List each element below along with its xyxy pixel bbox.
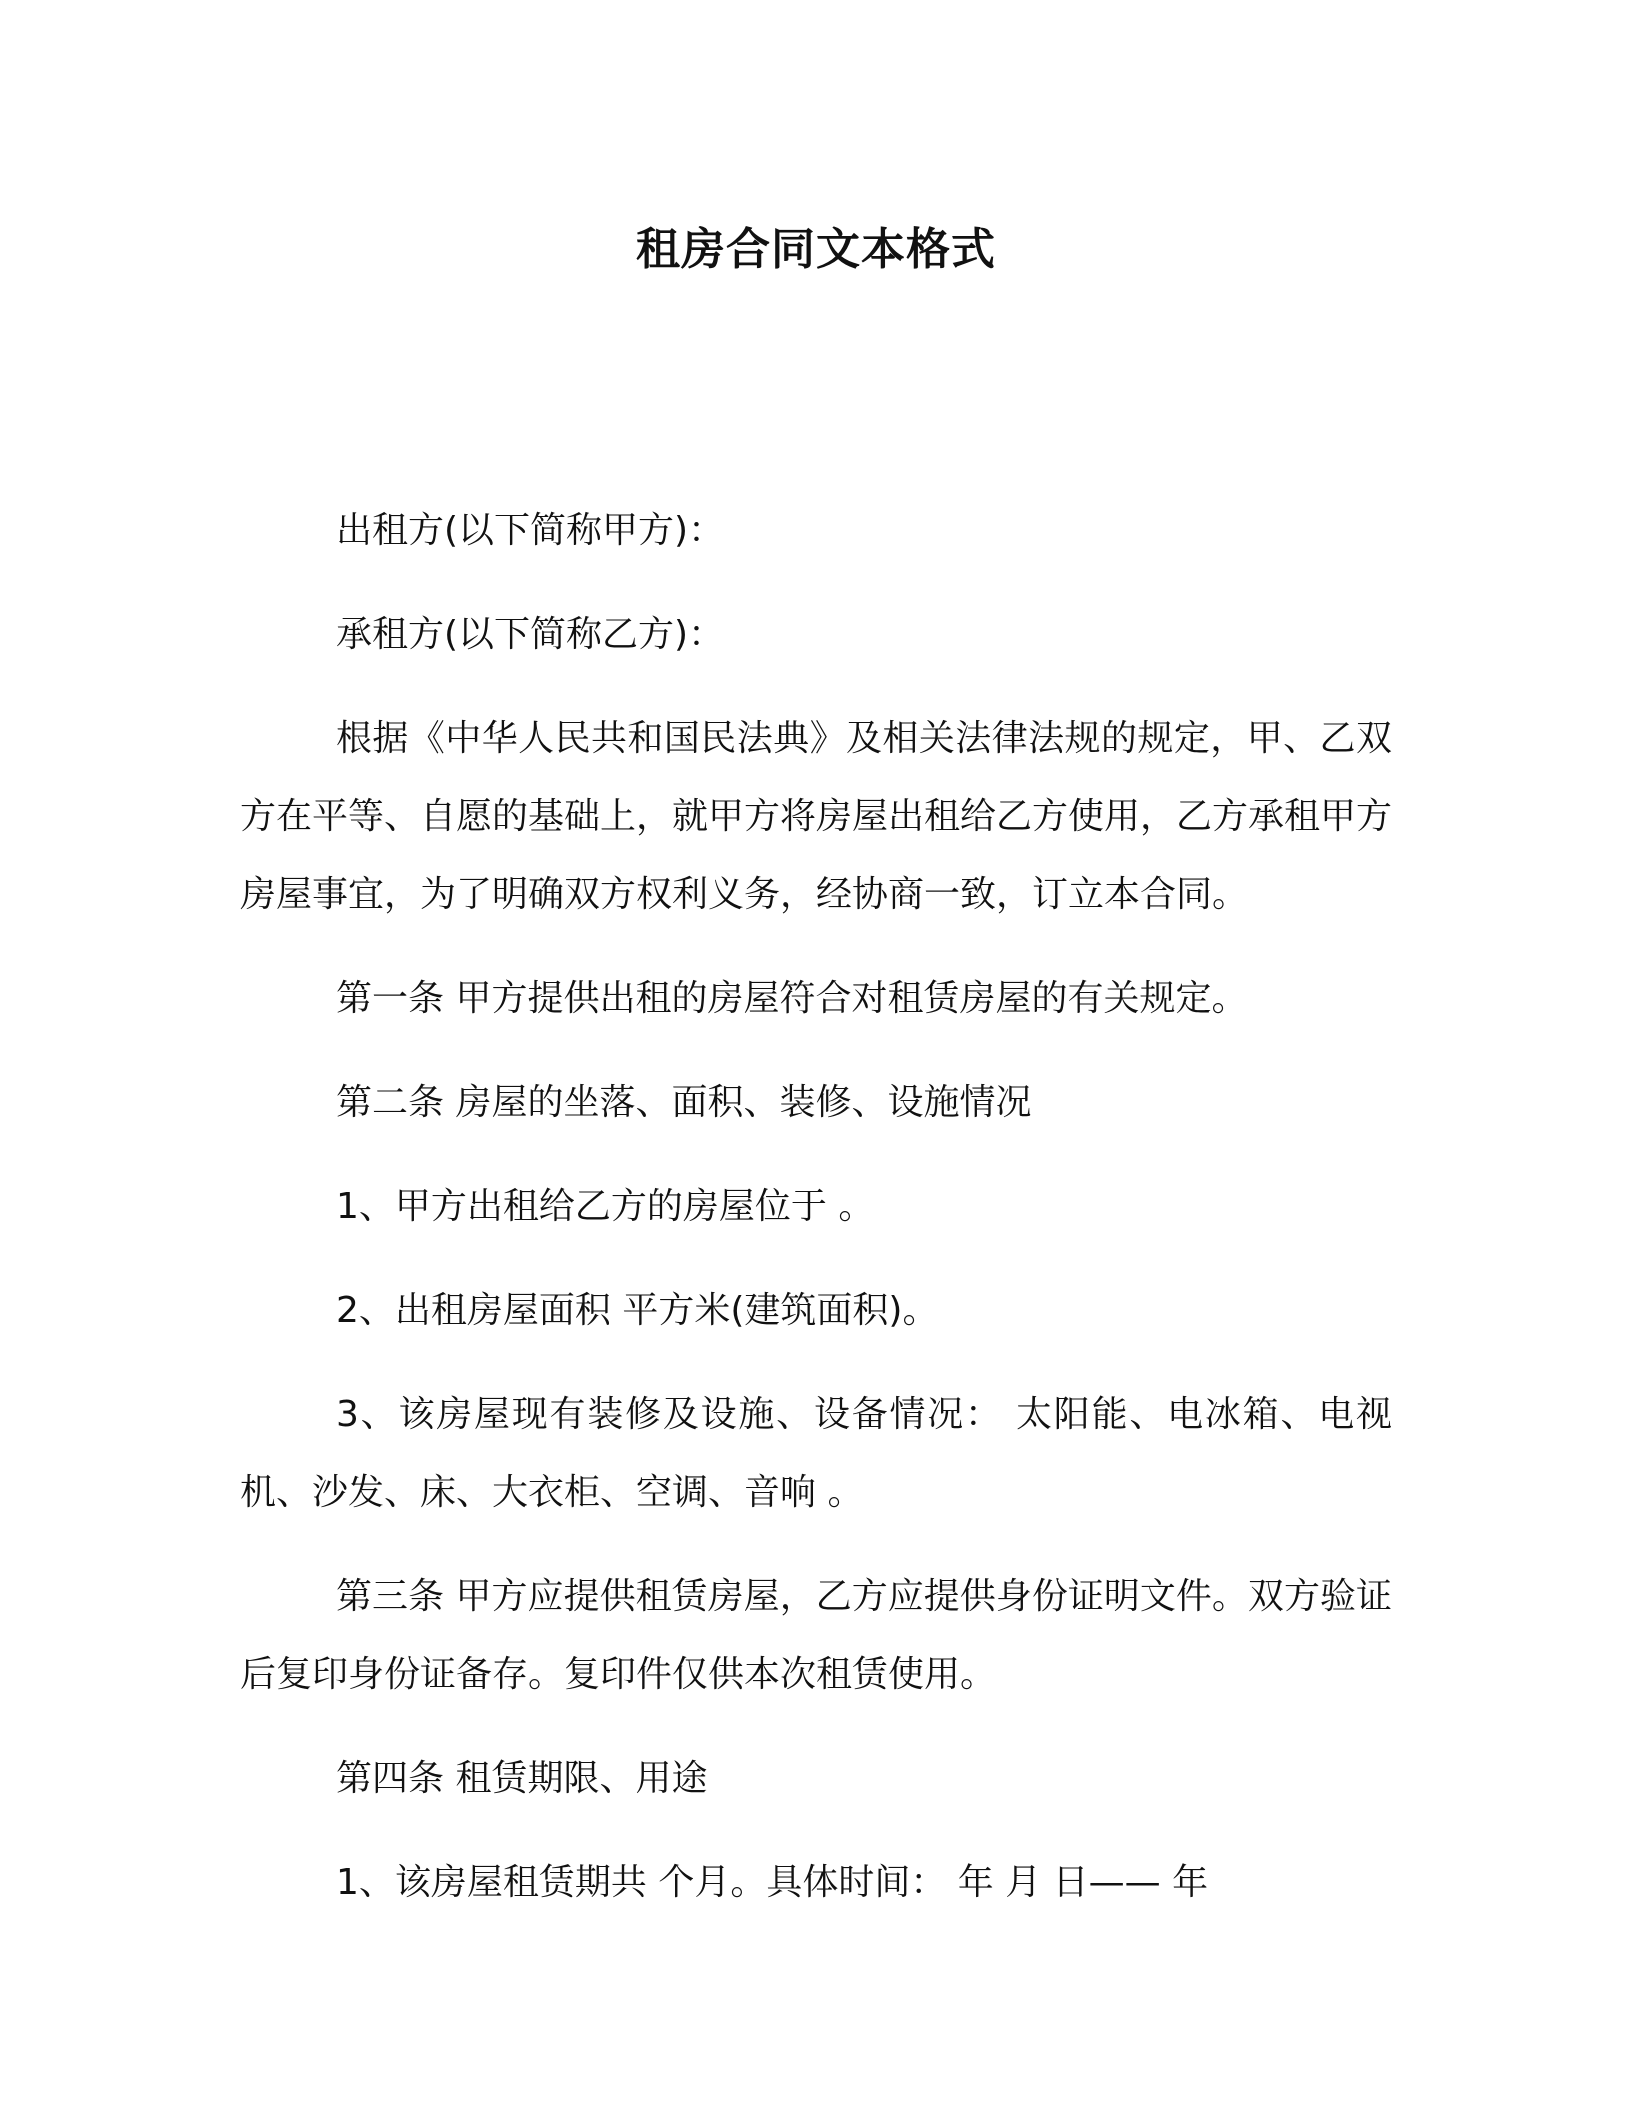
article-2-item-2: 2、出租房屋面积 平方米(建筑面积)。: [336, 1290, 939, 1331]
lessee-line: 承租方(以下简称乙方)：: [336, 614, 725, 655]
article-2-item-1: 1、甲方出租给乙方的房屋位于 。: [336, 1186, 875, 1227]
article-2-item-3: 3、该房屋现有装修及设施、设备情况： 太阳能、电冰箱、电视机、沙发、床、大衣柜、空调、音响 。: [240, 1394, 1392, 1513]
document-body: [240, 492, 1392, 1948]
article-4-heading: 第四条 租赁期限、用途: [336, 1758, 708, 1799]
preamble-paragraph: 根据《中华人民共和国民法典》及相关法律法规的规定，甲、乙双方在平等、自愿的基础上，就甲方将房屋出租给乙方使用，乙方承租甲方房屋事宜，为了明确双方权利义务，经协商一致，订立本合同。: [240, 718, 1393, 915]
article-4-item-1: 1、该房屋租赁期共 个月。具体时间： 年 月 日—— 年: [336, 1862, 1209, 1903]
article-3: 第三条 甲方应提供租赁房屋，乙方应提供身份证明文件。双方验证后复印身份证备存。复印件仅供本次租赁使用。: [240, 1576, 1392, 1695]
article-1: 第一条 甲方提供出租的房屋符合对租赁房屋的有关规定。: [336, 978, 1248, 1019]
article-2-heading: 第二条 房屋的坐落、面积、装修、设施情况: [336, 1082, 1032, 1123]
lessor-line: 出租方(以下简称甲方)：: [336, 510, 725, 551]
document-title: 租房合同文本格式: [636, 224, 996, 275]
